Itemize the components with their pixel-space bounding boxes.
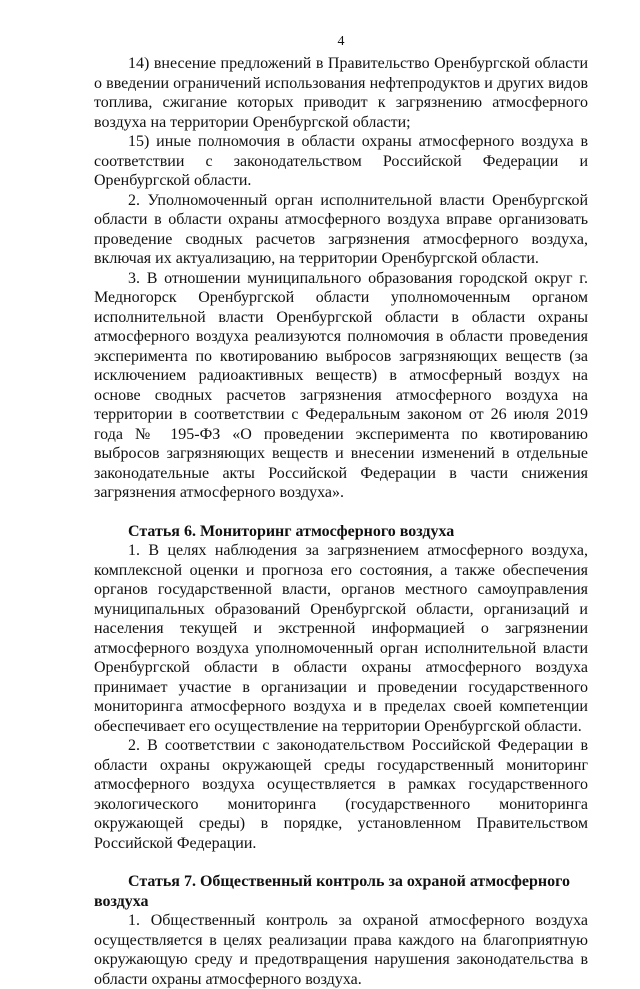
- section-gap: [94, 503, 588, 522]
- page-number: 4: [337, 34, 345, 49]
- article-7-clause-1: 1. Общественный контроль за охраной атмосферного воздуха осуществляется в целях реализации права каждого на благоприятную окружающую среду и предотвращения нарушения законодательства в области охраны атмосферного воздуха.: [94, 912, 588, 988]
- article-7-heading: Статья 7. Общественный контроль за охраной атмосферного воздуха: [94, 873, 571, 910]
- article-6-heading: Статья 6. Мониторинг атмосферного воздуха: [128, 522, 455, 540]
- article-6-clause-1: 1. В целях наблюдения за загрязнением атмосферного воздуха, комплексной оценки и прогноза его состояния, а также обеспечения органов государственной власти, органов местного самоуправления муниципальных образований Оренбургской области, организаций и населения текущей и экстренной информацией о загрязнении атмосферного воздуха уполномоченный орган исполнительной власти Оренбургской области в области охраны атмосферного воздуха принимает участие в организации и проведении государственного мониторинга атмосферного воздуха и в пределах своей компетенции обеспечивает его осуществление на территории Оренбургской области.: [94, 542, 588, 735]
- article-6-clause-2: 2. В соответствии с законодательством Российской Федерации в области охраны окружающей среды государственный мониторинг атмосферного воздуха осуществляется в рамках государственного экологического мониторинга (государственного мониторинга окружающей среды) в порядке, установленном Правительством Российской Федерации.: [94, 737, 588, 852]
- paragraph-item-14: 14) внесение предложений в Правительство Оренбургской области о введении ограничений использования нефтепродуктов и других видов топлива, сжигание которых приводит к загрязнению атмосферного воздуха на территории Оренбургской области;: [94, 55, 588, 131]
- paragraph-clause-3: 3. В отношении муниципального образования городской округ г. Медногорск Оренбургской области уполномоченным органом исполнительной власти Оренбургской области в области охраны атмосферного воздуха реализуются полномочия в области проведения эксперимента по квотированию выбросов загрязняющих веществ (за исключением радиоактивных веществ) в атмосферный воздух на основе сводных расчетов загрязнения атмосферного воздуха на территории в соответствии с Федеральным законом от 26 июля 2019 года № 195-ФЗ «О проведении эксперимента по квотированию выбросов загрязняющих веществ и внесении изменений в отдельные законодательные акты Российской Федерации в части снижения загрязнения атмосферного воздуха».: [94, 269, 588, 501]
- section-gap: [94, 853, 588, 872]
- paragraph-item-15: 15) иные полномочия в области охраны атмосферного воздуха в соответствии с законодательством Российской Федерации и Оренбургской области.: [94, 133, 588, 189]
- paragraph-clause-2: 2. Уполномоченный орган исполнительной власти Оренбургской области в области охраны атмосферного воздуха вправе организовать проведение сводных расчетов загрязнения атмосферного воздуха, включая их актуализацию, на территории Оренбургской области.: [94, 191, 588, 267]
